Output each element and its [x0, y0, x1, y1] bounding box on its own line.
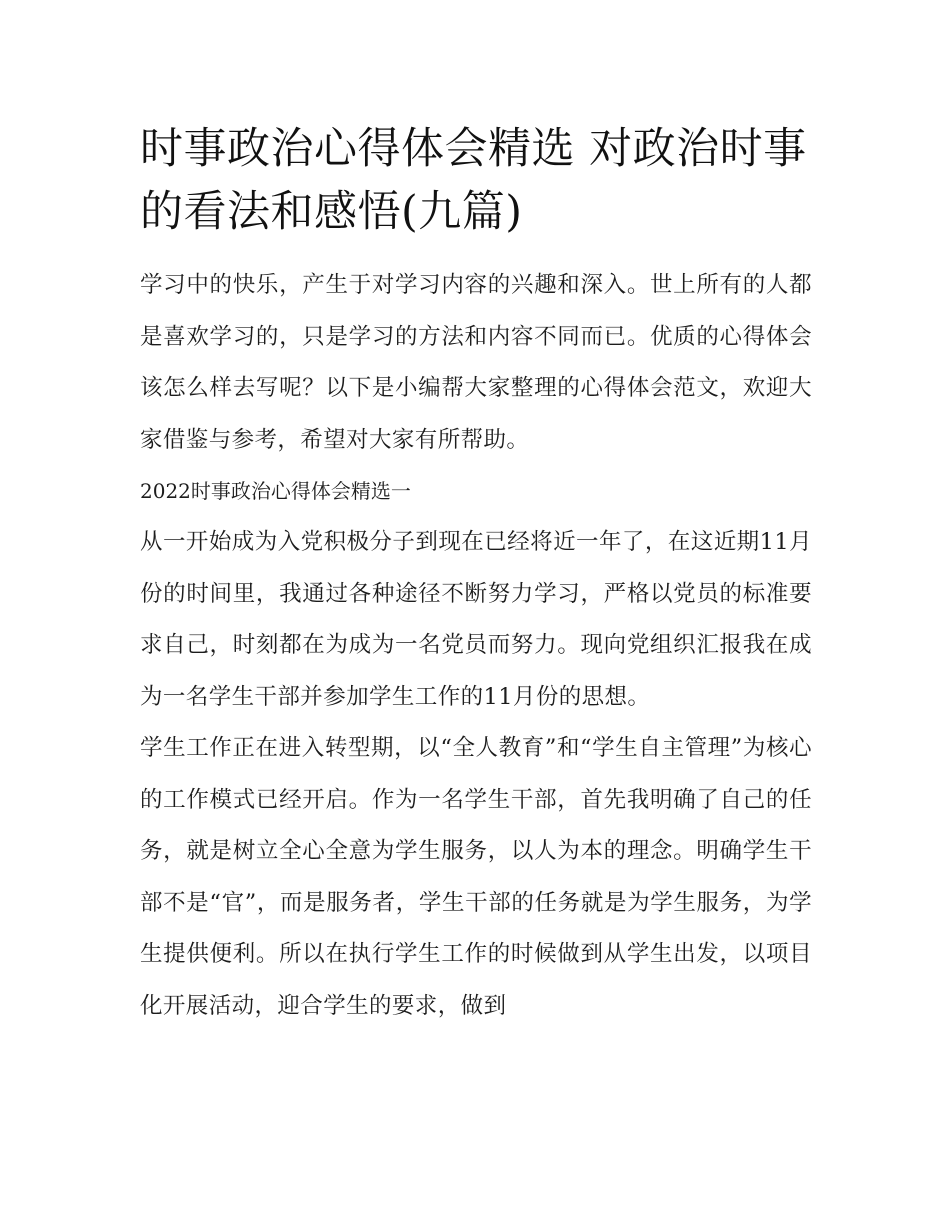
section-heading: 2022时事政治心得体会精选一: [140, 479, 411, 503]
document-body: [140, 118, 812, 1032]
body-paragraph-2: 学生工作正在进入转型期，以“全人教育”和“学生自主管理”为核心的工作模式已经开启。作为一名学生干部，首先我明确了自己的任务，就是树立全心全意为学生服务，以人为本的理念。明确学生干部不是“官”，而是服务者，学生干部的任务就是为学生服务，为学生提供便利。所以在执行学生工作的时候做到从学生出发，以项目化开展活动，迎合学生的要求，做到: [140, 735, 812, 1019]
body-paragraph-1: 从一开始成为入党积极分子到现在已经将近一年了，在这近期11月份的时间里，我通过各种途径不断努力学习，严格以党员的标准要求自己，时刻都在为成为一名党员而努力。现向党组织汇报我在成为一名学生干部并参加学生工作的11月份的思想。: [140, 529, 812, 710]
intro-paragraph: 学习中的快乐，产生于对学习内容的兴趣和深入。世上所有的人都是喜欢学习的，只是学习的方法和内容不同而已。优质的心得体会该怎么样去写呢？以下是小编帮大家整理的心得体会范文，欢迎大家借鉴与参考，希望对大家有所帮助。: [140, 272, 812, 453]
document-title: 时事政治心得体会精选 对政治时事的看法和感悟(九篇): [140, 124, 807, 237]
